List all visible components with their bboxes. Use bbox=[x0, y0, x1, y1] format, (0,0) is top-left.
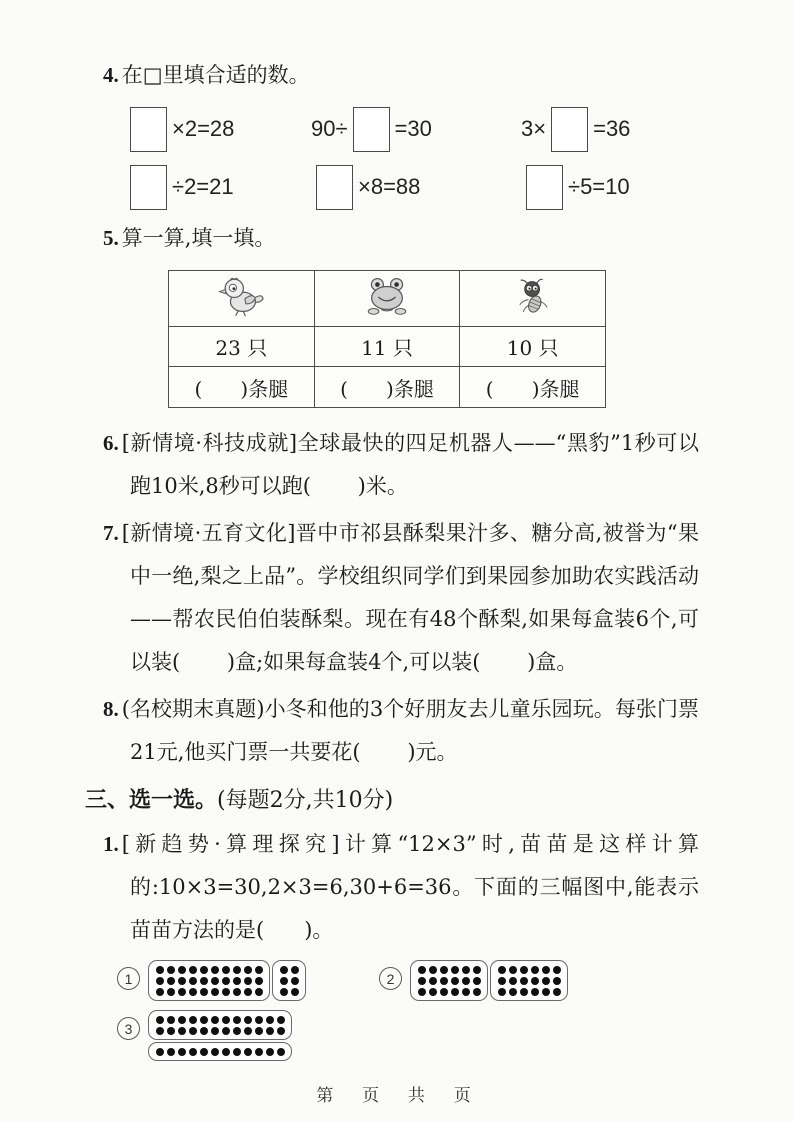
counting-dot bbox=[167, 988, 175, 996]
counting-dot bbox=[222, 1048, 230, 1056]
counting-dot bbox=[509, 966, 517, 974]
counting-dot bbox=[255, 1048, 263, 1056]
counting-dot bbox=[520, 977, 528, 985]
counting-dot bbox=[418, 977, 426, 985]
option-3-dot-diagram bbox=[117, 1010, 379, 1061]
counting-dot bbox=[280, 966, 288, 974]
counting-dot bbox=[542, 966, 550, 974]
counting-dot bbox=[233, 988, 241, 996]
animal-legs-table bbox=[168, 270, 606, 408]
bird-icon bbox=[217, 276, 265, 318]
frog-icon bbox=[363, 276, 411, 318]
worksheet-page bbox=[85, 54, 699, 1061]
counting-dot bbox=[266, 1027, 274, 1035]
equation-2-prefix: 90÷ bbox=[311, 116, 348, 141]
counting-dot bbox=[429, 966, 437, 974]
counting-dot bbox=[473, 977, 481, 985]
counting-dot bbox=[462, 966, 470, 974]
option-2-dot-diagram bbox=[379, 960, 699, 1001]
option-2-circled-number: 2 bbox=[379, 967, 402, 990]
option-3-dot-groups bbox=[148, 1010, 292, 1061]
dot-group-box bbox=[148, 1010, 292, 1040]
counting-dot bbox=[255, 966, 263, 974]
counting-dot bbox=[244, 977, 252, 985]
counting-dot bbox=[451, 966, 459, 974]
cell-ant bbox=[460, 271, 606, 327]
question-6-number: 6. bbox=[103, 431, 119, 455]
counting-dot bbox=[451, 988, 459, 996]
question-8-number: 8. bbox=[103, 697, 119, 721]
equation-4 bbox=[125, 165, 311, 210]
option-1-circled-number: 1 bbox=[117, 967, 140, 990]
counting-dot bbox=[178, 1027, 186, 1035]
counting-dot bbox=[266, 1016, 274, 1024]
counting-dot bbox=[266, 1048, 274, 1056]
counting-dot bbox=[509, 977, 517, 985]
counting-dot bbox=[244, 988, 252, 996]
legs-blank-bird: ( )条腿 bbox=[169, 367, 315, 408]
question-5-prompt: 算一算,填一填。 bbox=[121, 226, 276, 250]
counting-dot bbox=[277, 1048, 285, 1056]
answer-box bbox=[130, 165, 167, 210]
counting-dot bbox=[531, 988, 539, 996]
counting-dot bbox=[178, 977, 186, 985]
counting-dot bbox=[189, 977, 197, 985]
counting-dot bbox=[462, 988, 470, 996]
ant-icon bbox=[511, 276, 555, 318]
table-row-legs bbox=[169, 367, 606, 408]
s3-question-1-text-line bbox=[103, 823, 699, 952]
count-bird: 23 只 bbox=[169, 327, 315, 367]
counting-dot bbox=[167, 1027, 175, 1035]
counting-dot bbox=[418, 988, 426, 996]
counting-dot bbox=[222, 988, 230, 996]
counting-dot bbox=[200, 1048, 208, 1056]
counting-dot bbox=[211, 988, 219, 996]
counting-dot bbox=[156, 988, 164, 996]
equation-6-suffix: ÷5=10 bbox=[568, 174, 630, 199]
counting-dot bbox=[255, 977, 263, 985]
equation-3-suffix: =36 bbox=[593, 116, 631, 141]
counting-dot bbox=[189, 1016, 197, 1024]
counting-dot bbox=[277, 1016, 285, 1024]
counting-dot bbox=[509, 988, 517, 996]
counting-dot bbox=[178, 988, 186, 996]
table-row-animals bbox=[169, 271, 606, 327]
answer-box bbox=[316, 165, 353, 210]
counting-dot bbox=[244, 1027, 252, 1035]
equation-6 bbox=[521, 165, 630, 210]
counting-dot bbox=[156, 966, 164, 974]
counting-dot bbox=[233, 1027, 241, 1035]
counting-dot bbox=[244, 1048, 252, 1056]
counting-dot bbox=[233, 977, 241, 985]
equation-4-suffix: ÷2=21 bbox=[172, 174, 234, 199]
question-8-text: (名校期末真题)小冬和他的3个好朋友去儿童乐园玩。每张门票21元,他买门票一共要花( )元。 bbox=[121, 697, 699, 764]
counting-dot bbox=[178, 1016, 186, 1024]
equation-3 bbox=[521, 107, 630, 152]
dot-group-box bbox=[148, 1042, 292, 1061]
counting-dot bbox=[498, 966, 506, 974]
counting-dot bbox=[244, 966, 252, 974]
counting-dot bbox=[429, 977, 437, 985]
answer-box bbox=[353, 107, 390, 152]
counting-dot bbox=[233, 1048, 241, 1056]
counting-dot bbox=[255, 988, 263, 996]
counting-dot bbox=[542, 977, 550, 985]
counting-dot bbox=[178, 966, 186, 974]
counting-dot bbox=[222, 966, 230, 974]
counting-dot bbox=[200, 977, 208, 985]
counting-dot bbox=[211, 1048, 219, 1056]
question-4-number: 4. bbox=[103, 63, 119, 87]
option-2-dot-groups bbox=[410, 960, 568, 1001]
question-4-prompt-line bbox=[103, 54, 699, 97]
count-frog: 11 只 bbox=[314, 327, 460, 367]
counting-dot bbox=[531, 966, 539, 974]
dot-group-box bbox=[148, 960, 270, 1001]
counting-dot bbox=[200, 1027, 208, 1035]
counting-dot bbox=[156, 1027, 164, 1035]
counting-dot bbox=[291, 966, 299, 974]
counting-dot bbox=[167, 977, 175, 985]
counting-dot bbox=[178, 1048, 186, 1056]
counting-dot bbox=[222, 1027, 230, 1035]
counting-dot bbox=[233, 966, 241, 974]
counting-dot bbox=[167, 1016, 175, 1024]
s3-question-1-number: 1. bbox=[103, 832, 119, 856]
counting-dot bbox=[211, 966, 219, 974]
counting-dot bbox=[520, 988, 528, 996]
question-8-text-line bbox=[103, 688, 699, 774]
table-row-counts bbox=[169, 327, 606, 367]
answer-box bbox=[130, 107, 167, 152]
counting-dot bbox=[211, 1027, 219, 1035]
counting-dot bbox=[189, 966, 197, 974]
dot-group-box bbox=[490, 960, 568, 1001]
dot-group-box bbox=[410, 960, 488, 1001]
counting-dot bbox=[189, 1048, 197, 1056]
option-3-circled-number: 3 bbox=[117, 1017, 140, 1040]
question-8 bbox=[103, 688, 699, 774]
answer-box bbox=[551, 107, 588, 152]
counting-dot bbox=[189, 1027, 197, 1035]
section-3-heading bbox=[85, 778, 699, 823]
counting-dot bbox=[189, 988, 197, 996]
cell-frog bbox=[314, 271, 460, 327]
dot-diagram-options bbox=[117, 960, 699, 1061]
question-6-text-line bbox=[103, 422, 699, 508]
equation-2-suffix: =30 bbox=[394, 116, 432, 141]
counting-dot bbox=[280, 988, 288, 996]
question-4 bbox=[103, 54, 699, 213]
counting-dot bbox=[167, 966, 175, 974]
counting-dot bbox=[233, 1016, 241, 1024]
equation-5 bbox=[311, 165, 521, 210]
equation-row-1 bbox=[125, 103, 699, 155]
option-1-dot-diagram bbox=[117, 960, 379, 1001]
question-7 bbox=[103, 512, 699, 684]
counting-dot bbox=[429, 988, 437, 996]
answer-box bbox=[526, 165, 563, 210]
counting-dot bbox=[498, 988, 506, 996]
section-3-title: 三、选一选。 bbox=[85, 787, 218, 813]
question-7-text-line bbox=[103, 512, 699, 684]
counting-dot bbox=[156, 1016, 164, 1024]
question-5 bbox=[103, 217, 699, 408]
legs-blank-frog: ( )条腿 bbox=[314, 367, 460, 408]
equation-5-suffix: ×8=88 bbox=[358, 174, 421, 199]
counting-dot bbox=[280, 977, 288, 985]
equation-1 bbox=[125, 107, 311, 152]
equation-3-prefix: 3× bbox=[521, 116, 547, 141]
counting-dot bbox=[473, 988, 481, 996]
dot-group-box bbox=[272, 960, 306, 1001]
question-7-text: [新情境·五育文化]晋中市祁县酥梨果汁多、糖分高,被誉为“果中一绝,梨之上品”。学校组织同学们到果园参加助农实践活动——帮农民伯伯装酥梨。现在有48个酥梨,如果每盒装6个,可以装( )盒;如果每盒装4个,可以装( )盒。 bbox=[121, 521, 699, 674]
cell-bird bbox=[169, 271, 315, 327]
counting-dot bbox=[451, 977, 459, 985]
counting-dot bbox=[255, 1016, 263, 1024]
counting-dot bbox=[473, 966, 481, 974]
counting-dot bbox=[200, 988, 208, 996]
counting-dot bbox=[200, 1016, 208, 1024]
page-footer: 第 页 共 页 bbox=[316, 1086, 477, 1106]
counting-dot bbox=[520, 966, 528, 974]
counting-dot bbox=[211, 1016, 219, 1024]
counting-dot bbox=[255, 1027, 263, 1035]
counting-dot bbox=[462, 977, 470, 985]
counting-dot bbox=[156, 977, 164, 985]
question-5-number: 5. bbox=[103, 226, 119, 250]
counting-dot bbox=[531, 977, 539, 985]
question-6 bbox=[103, 422, 699, 508]
counting-dot bbox=[553, 977, 561, 985]
question-4-prompt: 在□里填合适的数。 bbox=[121, 63, 310, 87]
counting-dot bbox=[211, 977, 219, 985]
counting-dot bbox=[277, 1027, 285, 1035]
section-3-question-1 bbox=[103, 823, 699, 1061]
counting-dot bbox=[244, 1016, 252, 1024]
counting-dot bbox=[542, 988, 550, 996]
counting-dot bbox=[222, 977, 230, 985]
legs-blank-ant: ( )条腿 bbox=[460, 367, 606, 408]
equation-row-2 bbox=[125, 161, 699, 213]
counting-dot bbox=[200, 966, 208, 974]
s3-question-1-text: [新趋势·算理探究]计算“12×3”时,苗苗是这样计算的:10×3=30,2×3=6,30+6=36。下面的三幅图中,能表示苗苗方法的是( )。 bbox=[121, 832, 699, 942]
option-1-dot-groups bbox=[148, 960, 306, 1001]
question-6-text: [新情境·科技成就]全球最快的四足机器人——“黑豹”1秒可以跑10米,8秒可以跑( )米。 bbox=[121, 431, 699, 498]
counting-dot bbox=[553, 966, 561, 974]
counting-dot bbox=[167, 1048, 175, 1056]
question-7-number: 7. bbox=[103, 521, 119, 545]
counting-dot bbox=[440, 988, 448, 996]
question-5-prompt-line bbox=[103, 217, 699, 260]
counting-dot bbox=[440, 977, 448, 985]
counting-dot bbox=[498, 977, 506, 985]
count-ant: 10 只 bbox=[460, 327, 606, 367]
counting-dot bbox=[440, 966, 448, 974]
counting-dot bbox=[291, 988, 299, 996]
counting-dot bbox=[418, 966, 426, 974]
section-3-score: (每题2分,共10分) bbox=[217, 788, 394, 813]
counting-dot bbox=[222, 1016, 230, 1024]
counting-dot bbox=[553, 988, 561, 996]
equation-1-suffix: ×2=28 bbox=[172, 116, 235, 141]
counting-dot bbox=[156, 1048, 164, 1056]
counting-dot bbox=[291, 977, 299, 985]
equation-2 bbox=[311, 107, 521, 152]
